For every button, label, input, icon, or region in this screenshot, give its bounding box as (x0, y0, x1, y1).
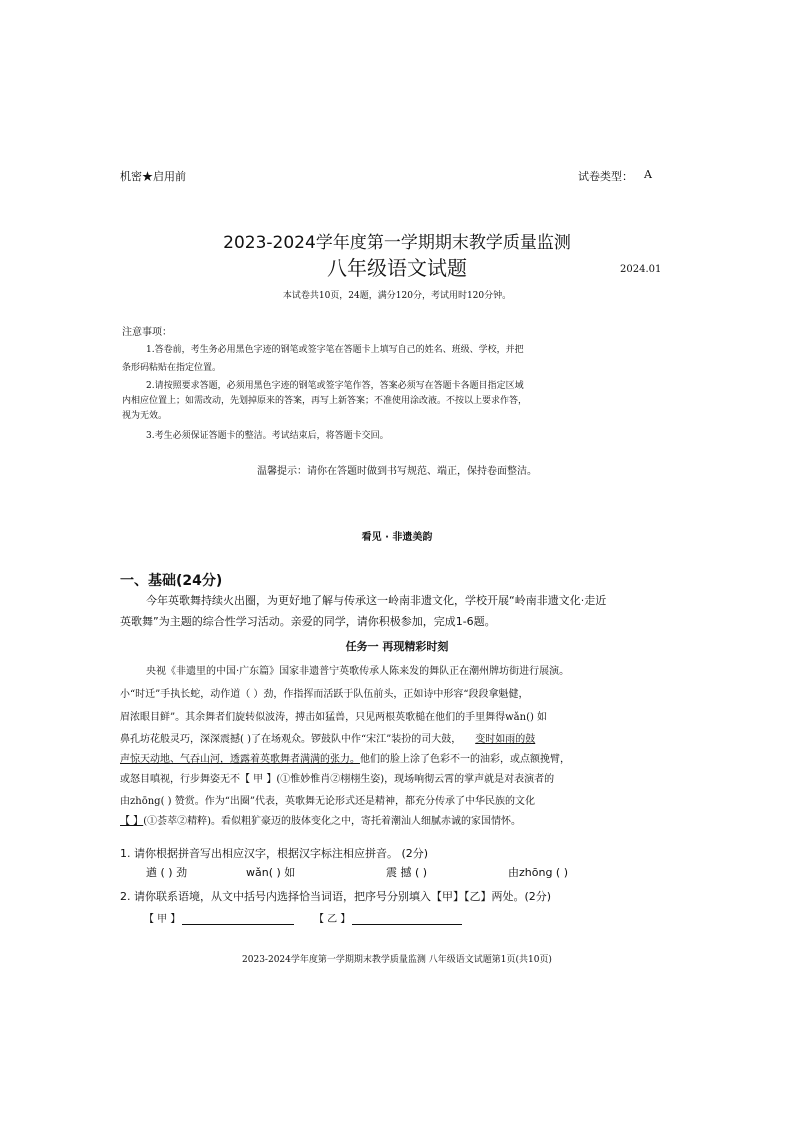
notice-item-2-line-1: 2.请按照要求答题，必须用黑色字迹的钢笔或签字笔作答，答案必须写在答题卡各题目指定区域 (146, 381, 524, 391)
section-theme: 看见 · 非遗美韵 (361, 532, 433, 543)
notice-item-1-line-1: 1.答卷前，考生务必用黑色字迹的钢笔或签字笔在答题卡上填写自己的姓名、班级、学校，并把 (146, 345, 524, 355)
passage-line-7: 由zhōng( ) 赞赏。作为“出圈”代表，英歌舞无论形式还是精神，都充分传承了中华民族的文化 (120, 796, 535, 807)
q2-yi-label: 【 乙 】 (314, 914, 351, 925)
notice-item-3: 3.考生必须保证答题卡的整洁。考试结束后，将答题卡交回。 (146, 431, 389, 441)
passage-line-4-text: 鼻孔坊花般灵巧，深深震撼( )了在场观众。锣鼓队中作“宋江”装扮的司大鼓， (120, 734, 462, 745)
exam-date: 2024.01 (620, 264, 662, 275)
reminder-text: 温馨提示：请你在答题时做到书写规范、端正，保持卷面整洁。 (257, 466, 537, 477)
exam-title: 2023-2024学年度第一学期期末教学质量监测 (223, 233, 571, 253)
q2-answer-jia (144, 910, 294, 925)
q2-jia-label: 【 甲 】 (144, 914, 181, 925)
passage-underlined-phrase-1: 变时如雨的鼓 (475, 734, 536, 745)
passage-blank-yi: 【 】 (120, 816, 144, 827)
notice-heading: 注意事项： (122, 327, 172, 338)
q2-yi-blank[interactable] (352, 912, 462, 925)
page-footer: 2023-2024学年度第一学期期末教学质量监测 八年级语文试题第1页(共10页) (242, 955, 552, 965)
part1-intro-line-2: 英歌舞”为主题的综合性学习活动。亲爱的同学，请你积极参加，完成1-6题。 (120, 615, 496, 628)
q2-jia-blank[interactable] (182, 912, 294, 925)
passage-line-4 (120, 734, 535, 746)
passage-line-6: 或怒目嗔视，行步舞姿无不【 甲 】(①惟妙惟肖②栩栩生姿)，现场响彻云霄的掌声就是对表演者的 (120, 774, 555, 785)
passage-line-3: 眉浓眼目鲜”。其余舞者们旋转似波涛，搏击如猛兽，只见两根英歌槌在他们的手里舞得wǎn() 如 (120, 712, 548, 723)
notice-item-2-line-3: 视为无效。 (122, 411, 168, 421)
notice-item-1-line-2: 条形码粘贴在指定位置。 (122, 363, 222, 373)
part1-heading: 一、基础(24分) (120, 573, 223, 589)
confidential-label: 机密★启用前 (120, 170, 186, 183)
passage-line-8-text: (①荟萃②精粹)。看似粗犷豪迈的肢体变化之中，寄托着潮汕人细腻赤诚的家国情怀。 (143, 816, 521, 827)
q1-item-b: wǎn( ) 如 (246, 866, 296, 879)
passage-underlined-phrase-2: 声惊天动地、气吞山河，透露着英歌舞者满满的张力。 (120, 754, 360, 765)
q2-answer-yi (314, 910, 462, 925)
exam-info: 本试卷共10页，24题，满分120分，考试用时120分钟。 (282, 291, 512, 301)
q1-item-c: 震 撼 ( ) (386, 866, 428, 879)
question-2: 2. 请你联系语境，从文中括号内选择恰当词语，把序号分别填入【甲】【乙】两处。(2分) (120, 890, 552, 903)
passage-line-5-text: 他们的脸上涂了色彩不一的油彩，或点额挽臂， (360, 754, 570, 765)
q1-item-a: 遒 ( ) 劲 (146, 866, 188, 879)
task1-title: 任务一 再现精彩时刻 (345, 640, 449, 653)
passage-line-5 (120, 754, 570, 766)
exam-subtitle: 八年级语文试题 (327, 256, 467, 280)
passage-line-2: 小“时迁”手执长蛇，动作道（ ）劲，作指挥而活跃于队伍前头，正如诗中形容“段段拿魁健， (120, 689, 529, 700)
q1-item-d: 由zhōng ( ) (508, 866, 569, 879)
question-1: 1. 请你根据拼音写出相应汉字，根据汉字标注相应拼音。 (2分) (120, 847, 429, 860)
passage-line-1: 央视《非遗里的中国·广东篇》国家非遗普宁英歌传承人陈来发的舞队正在潮州牌坊街进行展演。 (146, 666, 570, 677)
paper-type-label: 试卷类型： (578, 170, 633, 183)
notice-item-2-line-2: 内相应位置上；如需改动，先划掉原来的答案，再写上新答案；不准使用涂改液。不按以上要求作答， (122, 396, 528, 406)
part1-intro-line-1: 今年英歌舞持续火出圈，为更好地了解与传承这一岭南非遗文化，学校开展“岭南非遗文化·走近 (146, 594, 607, 607)
passage-line-8 (120, 816, 521, 828)
paper-type-value: A (644, 168, 652, 181)
